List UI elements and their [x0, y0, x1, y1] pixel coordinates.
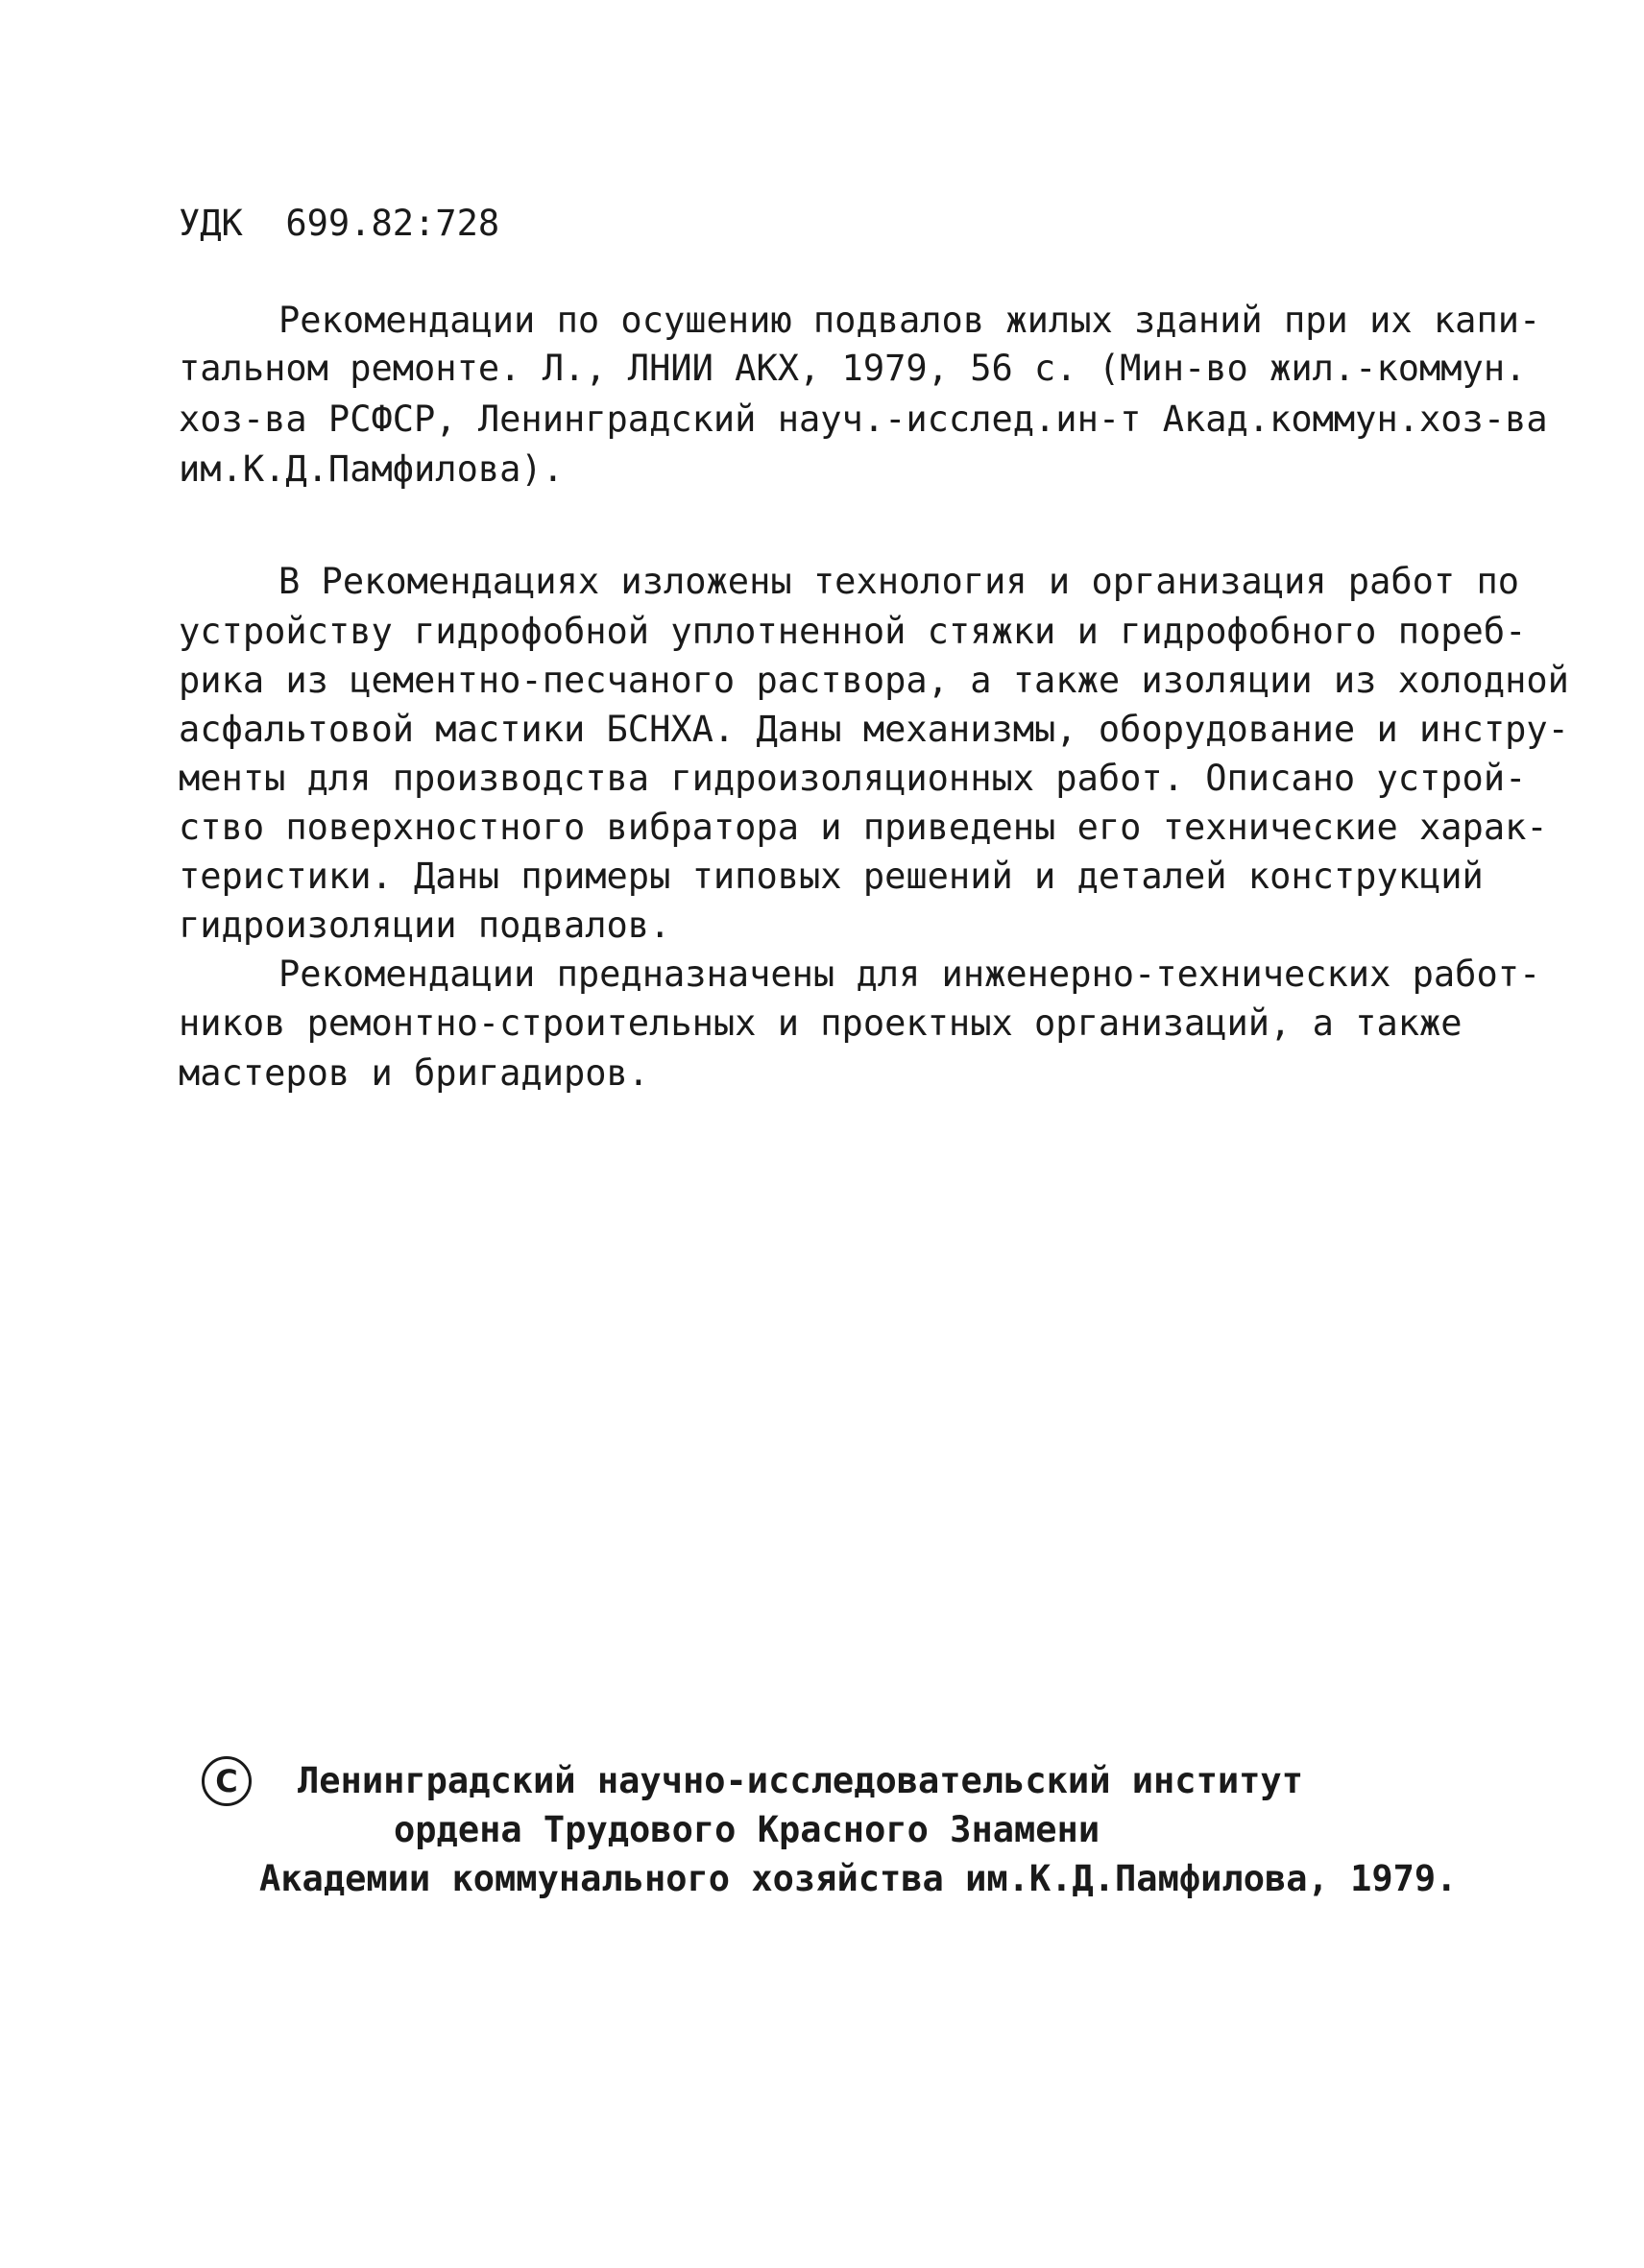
- bibliography-line: им.К.Д.Памфилова).: [179, 448, 564, 490]
- audience-line: Рекомендации предназначены для инженерно-технических работ-: [278, 953, 1541, 995]
- bibliography-line: Рекомендации по осушению подвалов жилых зданий при их капи-: [278, 300, 1541, 341]
- audience-line: мастеров и бригадиров.: [179, 1052, 650, 1094]
- abstract-line: менты для производства гидроизоляционных работ. Описано устрой-: [179, 758, 1527, 799]
- copyright-line: Ленинградский научно-исследовательский институт: [298, 1760, 1303, 1801]
- audience-line: ников ремонтно-строительных и проектных организаций, а также: [179, 1002, 1463, 1044]
- abstract-line: асфальтовой мастики БСНХА. Даны механизмы, оборудование и инстру-: [179, 709, 1569, 750]
- abstract-line: рика из цементно-песчаного раствора, а также изоляции из холодной: [179, 660, 1569, 701]
- bibliography-line: хоз-ва РСФСР, Ленинградский науч.-исслед.ин-т Акад.коммун.хоз-ва: [179, 398, 1548, 440]
- bibliography-line: тальном ремонте. Л., ЛНИИ АКХ, 1979, 56 с. (Мин-во жил.-коммун.: [179, 348, 1527, 389]
- abstract-line: устройству гидрофобной уплотненной стяжки и гидрофобного пореб-: [179, 611, 1527, 652]
- copyright-line: ордена Трудового Красного Знамени: [394, 1809, 1100, 1850]
- udk-code: УДК 699.82:728: [179, 203, 500, 244]
- copyright-line: Академии коммунального хозяйства им.К.Д.Памфилова, 1979.: [259, 1858, 1458, 1899]
- abstract-line: В Рекомендациях изложены технология и организация работ по: [278, 561, 1520, 602]
- copyright-icon: C: [202, 1756, 252, 1806]
- abstract-line: гидроизоляции подвалов.: [179, 905, 671, 946]
- abstract-line: теристики. Даны примеры типовых решений и деталей конструкций: [179, 856, 1484, 897]
- abstract-line: ство поверхностного вибратора и приведены его технические харак-: [179, 807, 1548, 848]
